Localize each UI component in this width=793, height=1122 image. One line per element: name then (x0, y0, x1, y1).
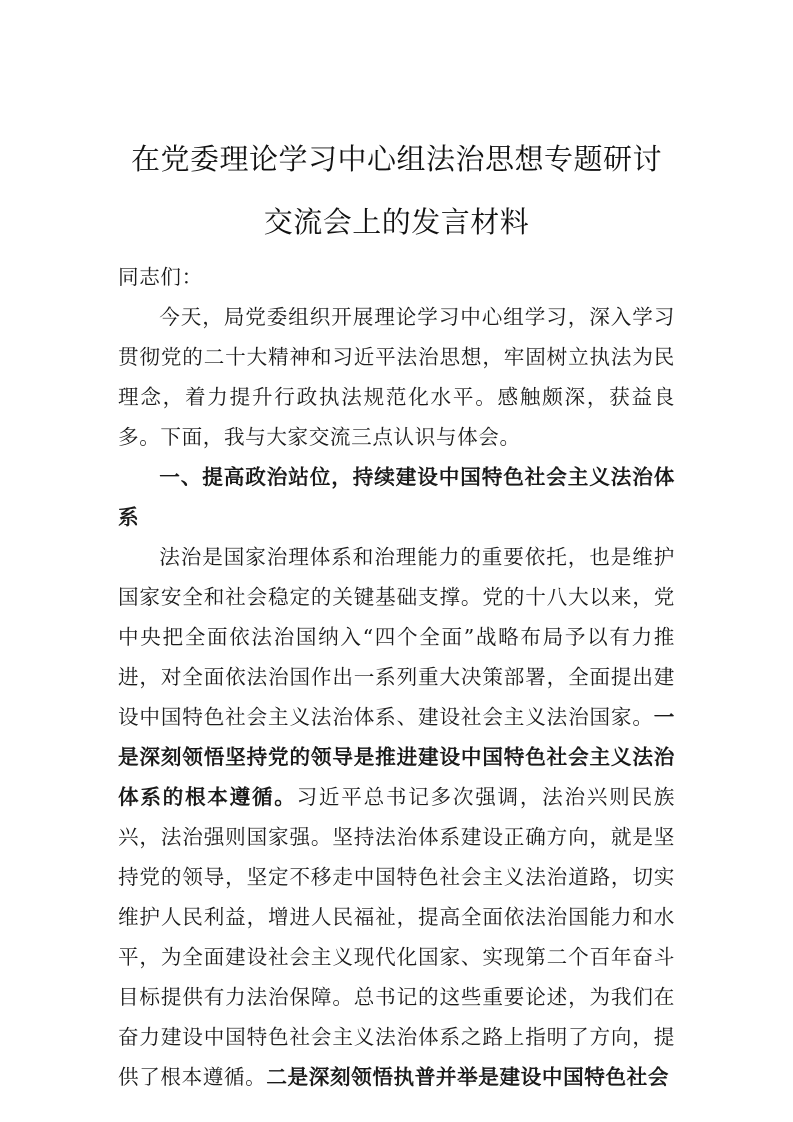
section-1-heading: 一、提高政治站位，持续建设中国特色社会主义法治体系 (118, 465, 675, 529)
section-1-paragraph (118, 537, 675, 1097)
section-1-bold-point-2: 二是深刻领悟执普并举是建设中国特色社会 (266, 1065, 670, 1089)
section-1-text-a: 法治是国家治理体系和治理能力的重要依托，也是维护国家安全和社会稳定的关键基础支撑。党的十八大以来，党中央把全面依法治国纳入“四个全面”战略布局予以有力推进，对全面依法治国作出一系列重大决策部署，全面提出建设中国特色社会主义法治体系、建设社会主义法治国家。 (118, 545, 675, 729)
title-line-2: 交流会上的发言材料 (263, 205, 530, 239)
document-title (118, 128, 675, 254)
salutation: 同志们： (118, 265, 203, 289)
section-1-text-b: 习近平总书记多次强调，法治兴则民族兴，法治强则国家强。坚持法治体系建设正确方向，就是坚持党的领导，坚定不移走中国特色社会主义法治道路，切实维护人民利益，增进人民福祉，提高全面依法治国能力和水平，为全面建设社会主义现代化国家、实现第二个百年奋斗目标提供有力法治保障。总书记的这些重要论述，为我们在奋力建设中国特色社会主义法治体系之路上指明了方向，提供了根本遵循。 (118, 785, 675, 1089)
title-line-1: 在党委理论学习中心组法治思想专题研讨 (130, 142, 662, 176)
section-1-bold-point-1: 一是深刻领悟坚持党的领导是推进建设中国特色社会主义法治体系的根本遵循。 (118, 705, 675, 809)
intro-paragraph: 今天，局党委组织开展理论学习中心组学习，深入学习贯彻党的二十大精神和习近平法治思想，牢固树立执法为民理念，着力提升行政执法规范化水平。感触颇深，获益良多。下面，我与大家交流三点认识与体会。 (118, 305, 675, 449)
